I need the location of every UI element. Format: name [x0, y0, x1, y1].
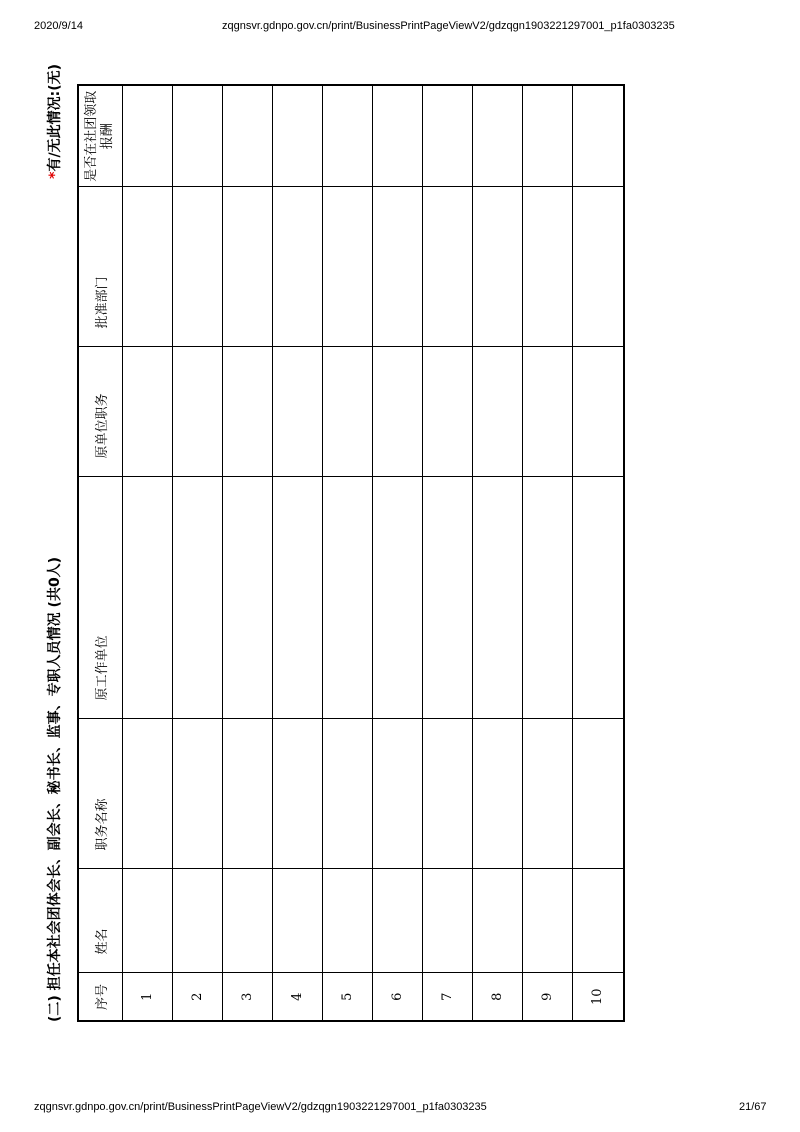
col-header-former-position: 原单位职务 — [78, 347, 122, 477]
empty-cell — [372, 85, 422, 187]
row-seq-cell: 10 — [572, 973, 624, 1021]
page-number: 21/67 — [739, 1101, 767, 1113]
empty-cell — [122, 719, 172, 869]
empty-cell — [472, 85, 522, 187]
col-header-approval-dept: 批准部门 — [78, 187, 122, 347]
table-row — [572, 85, 624, 1021]
empty-cell — [472, 869, 522, 973]
empty-cell — [272, 85, 322, 187]
table-row — [322, 85, 372, 1021]
table-row — [122, 85, 172, 1021]
row-seq-cell: 4 — [272, 973, 322, 1021]
empty-cell — [372, 187, 422, 347]
empty-cell — [272, 719, 322, 869]
row-seq-cell: 8 — [472, 973, 522, 1021]
empty-cell — [472, 347, 522, 477]
empty-cell — [122, 85, 172, 187]
empty-cell — [572, 869, 624, 973]
empty-cell — [172, 719, 222, 869]
print-header-url: zqgnsvr.gdnpo.gov.cn/print/BusinessPrintPageViewV2/gdzqgn1903221297001_p1fa0303235 — [222, 20, 675, 32]
row-seq-cell: 9 — [522, 973, 572, 1021]
empty-cell — [522, 477, 572, 719]
table-body — [122, 85, 624, 1021]
col-header-position: 职务名称 — [78, 719, 122, 869]
empty-cell — [422, 869, 472, 973]
table-header-row — [78, 85, 122, 1021]
empty-cell — [322, 85, 372, 187]
empty-cell — [322, 187, 372, 347]
table-row — [222, 85, 272, 1021]
empty-cell — [172, 869, 222, 973]
table-row — [472, 85, 522, 1021]
row-seq-cell: 6 — [372, 973, 422, 1021]
status-label: 有/无此情况: — [47, 90, 63, 172]
empty-cell — [572, 477, 624, 719]
empty-cell — [172, 85, 222, 187]
empty-cell — [422, 719, 472, 869]
empty-cell — [172, 347, 222, 477]
table-row — [272, 85, 322, 1021]
col-header-paid-by-org: 是否在社团领取报酬 — [78, 85, 122, 187]
empty-cell — [122, 477, 172, 719]
empty-cell — [122, 347, 172, 477]
empty-cell — [372, 869, 422, 973]
empty-cell — [222, 85, 272, 187]
empty-cell — [272, 187, 322, 347]
empty-cell — [372, 477, 422, 719]
empty-cell — [122, 187, 172, 347]
empty-cell — [522, 347, 572, 477]
empty-cell — [222, 869, 272, 973]
empty-cell — [222, 187, 272, 347]
col-header-former-employer: 原工作单位 — [78, 477, 122, 719]
status-note — [44, 64, 64, 179]
empty-cell — [272, 869, 322, 973]
empty-cell — [372, 347, 422, 477]
empty-cell — [322, 347, 372, 477]
empty-cell — [422, 85, 472, 187]
empty-cell — [422, 477, 472, 719]
row-seq-cell: 1 — [122, 973, 172, 1021]
required-star-icon: * — [47, 171, 63, 179]
row-seq-cell: 5 — [322, 973, 372, 1021]
section-title: (二) 担任本社会团体会长、副会长、秘书长、监事、专职人员情况 (共0人) — [47, 556, 63, 1022]
empty-cell — [472, 477, 522, 719]
empty-cell — [472, 719, 522, 869]
empty-cell — [572, 187, 624, 347]
row-seq-cell: 3 — [222, 973, 272, 1021]
empty-cell — [222, 719, 272, 869]
empty-cell — [522, 85, 572, 187]
empty-cell — [172, 187, 222, 347]
empty-cell — [572, 85, 624, 187]
empty-cell — [372, 719, 422, 869]
empty-cell — [472, 187, 522, 347]
table-row — [172, 85, 222, 1021]
empty-cell — [522, 719, 572, 869]
status-value: (无) — [47, 64, 63, 91]
empty-cell — [222, 477, 272, 719]
empty-cell — [122, 869, 172, 973]
col-header-name: 姓名 — [78, 869, 122, 973]
empty-cell — [422, 347, 472, 477]
print-footer-url: zqgnsvr.gdnpo.gov.cn/print/BusinessPrintPageViewV2/gdzqgn1903221297001_p1fa0303235 — [34, 1101, 487, 1113]
row-seq-cell: 7 — [422, 973, 472, 1021]
empty-cell — [572, 719, 624, 869]
empty-cell — [322, 719, 372, 869]
empty-cell — [522, 187, 572, 347]
row-seq-cell: 2 — [172, 973, 222, 1021]
empty-cell — [322, 477, 372, 719]
table-row — [422, 85, 472, 1021]
table-row — [372, 85, 422, 1021]
empty-cell — [272, 477, 322, 719]
officers-table — [77, 84, 625, 1022]
empty-cell — [422, 187, 472, 347]
table-row — [522, 85, 572, 1021]
empty-cell — [322, 869, 372, 973]
empty-cell — [522, 869, 572, 973]
rotated-page-content — [40, 44, 636, 1030]
col-header-seq: 序号 — [78, 973, 122, 1021]
empty-cell — [172, 477, 222, 719]
print-date: 2020/9/14 — [34, 20, 83, 32]
empty-cell — [222, 347, 272, 477]
empty-cell — [572, 347, 624, 477]
empty-cell — [272, 347, 322, 477]
